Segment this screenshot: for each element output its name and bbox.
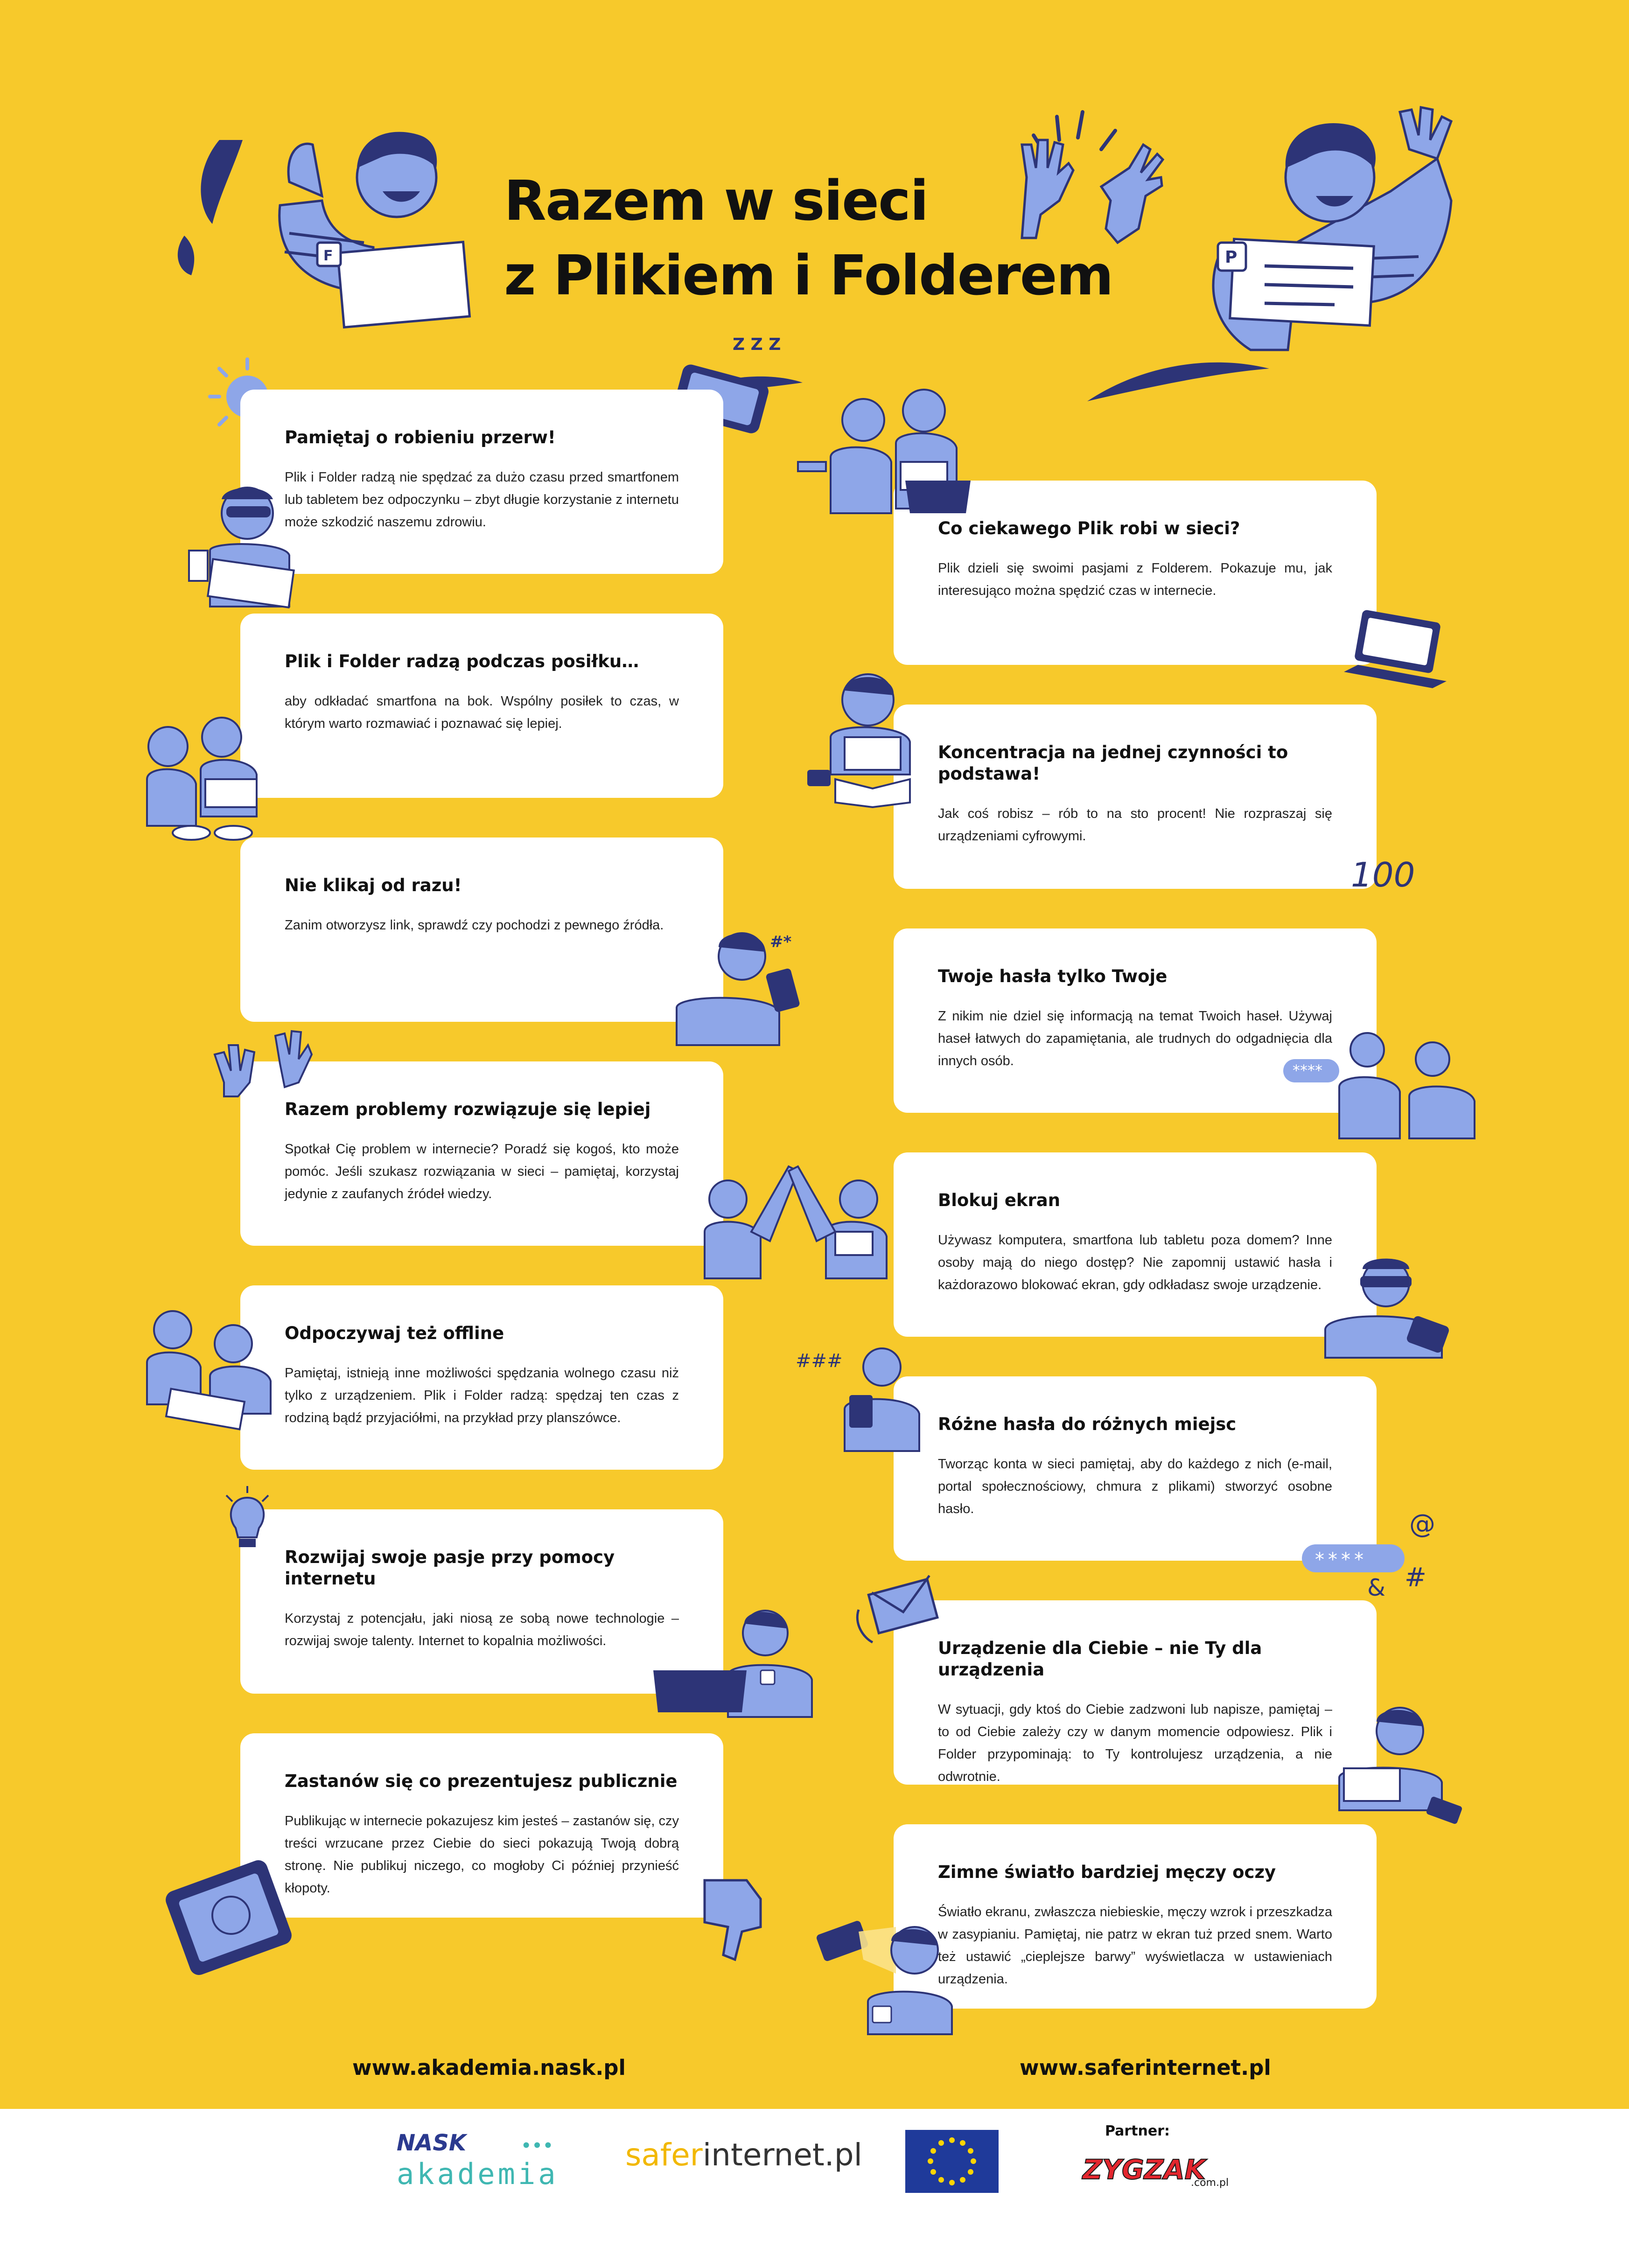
card-text: Używasz komputera, smartfona lub tabletu poza domem? Inne osoby mają do niego dostęp? Nie zapomnij ustawić hasła i każdorazowo blokować ekran, gdy odkładasz swoje urządzenie. — [938, 1233, 1332, 1292]
angry-phone-character-illustration — [663, 914, 831, 1045]
character-badge: P — [1225, 248, 1237, 267]
card-text: Z nikim nie dziel się informacją na temat Twoich haseł. Używaj haseł łatwych do zapamiętania, ale trudnych do odgadnięcia dla innych osób. — [938, 1009, 1332, 1068]
card-heading: Zastanów się co prezentujesz publicznie — [285, 1771, 678, 1791]
envelope-icon — [854, 1572, 947, 1647]
svg-text:@: @ — [1409, 1509, 1435, 1539]
svg-text:****: **** — [1315, 1549, 1367, 1570]
card-meal-time — [240, 614, 723, 798]
high-five-sign-icon — [210, 1026, 313, 1101]
character-bright-screen-illustration — [817, 1913, 966, 2034]
footer — [0, 2109, 1629, 2268]
svg-text:#: # — [1405, 1563, 1426, 1593]
card-text: aby odkładać smartfona na bok. Wspólny posiłek to czas, w którym warto rozmawiać i poznawać się lepiej. — [285, 694, 679, 731]
characters-eating-illustration — [140, 719, 261, 844]
high-five-characters-illustration — [695, 1148, 891, 1278]
card-heading: Plik i Folder radzą podczas posiłku… — [285, 651, 639, 671]
card-solve-together — [240, 1061, 723, 1246]
svg-text:###: ### — [796, 1350, 843, 1372]
hash-phone-character-illustration — [793, 1339, 933, 1451]
card-heading: Urządzenie dla Ciebie – nie Ty dla urządzenia — [938, 1638, 1262, 1680]
character-with-sunglasses-illustration — [182, 481, 299, 607]
thumbs-down-icon — [691, 1871, 784, 1964]
card-heading: Blokuj ekran — [938, 1190, 1061, 1210]
card-heading: Odpoczywaj też offline — [285, 1323, 504, 1343]
card-take-breaks — [240, 390, 723, 574]
title-line-2: z Plikiem i Folderem — [504, 243, 1113, 307]
card-text: Spotkał Cię problem w internecie? Poradź się kogoś, kto może pomóc. Jeśli szukasz rozwiązania w sieci – pamiętaj, korzystaj jedynie z zaufanych źródeł wiedzy. — [285, 1142, 679, 1201]
card-heading: Pamiętaj o robieniu przerw! — [285, 427, 556, 447]
hundred-emoji-icon — [1349, 854, 1419, 896]
partner-label: Partner: — [1105, 2123, 1170, 2139]
svg-text:&: & — [1367, 1574, 1385, 1601]
saferinternet-url-link[interactable]: www.saferinternet.pl — [1020, 2055, 1271, 2080]
card-heading: Co ciekawego Plik robi w sieci? — [938, 518, 1240, 538]
akademia-url-link[interactable]: www.akademia.nask.pl — [352, 2055, 626, 2080]
saferinternet-logo: saferinternet.pl — [625, 2137, 862, 2173]
card-text: Pamiętaj, istnieją inne możliwości spędzania wolnego czasu niż tylko z urządzeniem. Plik i Folder radzą: spędzaj ten czas z rodziną bądź przyjaciółmi, na przykład przy planszówce. — [285, 1366, 679, 1425]
characters-board-game-illustration — [140, 1306, 280, 1428]
card-dont-click — [240, 837, 723, 1022]
card-text: Światło ekranu, zwłaszcza niebieskie, męczy wzrok i przeszkadza w zasypianiu. Pamiętaj, nie patrz w ekran tuż przed snem. Warto też ustawić „cieplejsze barwy” wyświetlacza w ustawieniach urządzenia. — [938, 1905, 1332, 1987]
svg-text:.com.pl: .com.pl — [1191, 2177, 1229, 2189]
card-heading: Razem problemy rozwiązuje się lepiej — [285, 1099, 651, 1119]
card-text: Korzystaj z potencjału, jaki niosą ze sobą nowe technologie – rozwijaj swoje talenty. Internet to kopalnia możliwości. — [285, 1611, 679, 1648]
card-heading: Zimne światło bardziej męczy oczy — [938, 1862, 1276, 1882]
card-text: Plik dzieli się swoimi pasjami z Folderem. Pokazuje mu, jak interesująco można spędzić czas w internecie. — [938, 561, 1332, 598]
character-laptop-illustration — [653, 1600, 817, 1717]
card-text: Jak coś robisz – rób to na sto procent! Nie rozpraszaj się urządzeniami cyfrowymi. — [938, 806, 1332, 844]
card-heading: Rozwijaj swoje pasje przy pomocy internetu — [285, 1547, 615, 1589]
card-heading: Koncentracja na jednej czynności to podstawa! — [938, 742, 1288, 784]
zygzak-logo — [1083, 2146, 1229, 2193]
character-waving-right-illustration — [1195, 107, 1456, 364]
character-waving-left-illustration — [271, 126, 495, 345]
svg-text:100: 100 — [1351, 855, 1415, 894]
masked-thief-illustration — [1316, 1250, 1456, 1358]
password-symbols-illustration — [1302, 1507, 1451, 1610]
card-lock-screen — [894, 1152, 1377, 1337]
light-bulb-icon — [219, 1484, 275, 1554]
characters-laptop-illustration — [793, 387, 980, 518]
card-text: W sytuacji, gdy ktoś do Ciebie zadzwoni lub napisze, pamiętaj – to od Ciebie zależy czy w danym momencie odpowiesz. Plik i Folder przypominają: to Ty kontrolujesz urządzenia, a nie odwrotnie. — [938, 1702, 1332, 1784]
card-heading: Nie klikaj od razu! — [285, 875, 462, 895]
card-text: Publikując w internecie pokazujesz kim jesteś – zastanów się, czy treści wrzucane przez Ciebie do sieci pokazują Twoją dobrą stronę. Nie publikuj niczego, co mogłoby Ci później przynieść kłopoty. — [285, 1814, 679, 1896]
distracted-character-illustration — [789, 663, 938, 807]
card-device-for-you — [894, 1600, 1377, 1785]
svg-text:Z Z Z: Z Z Z — [733, 335, 781, 354]
card-heading: Twoje hasła tylko Twoje — [938, 966, 1168, 986]
phone-ignoring-character-illustration — [1325, 1694, 1465, 1824]
card-develop-passions — [240, 1509, 723, 1694]
card-concentration — [894, 705, 1377, 889]
card-text: Tworząc konta w sieci pamiętaj, aby do każdego z nich (e-mail, portal społecznościowy, chmura z plikami) stworzyć osobne hasło. — [938, 1457, 1332, 1516]
card-text: Plik i Folder radzą nie spędzać za dużo czasu przed smartfonem lub tabletem bez odpoczynku – zbyt długie korzystanie z internetu może szkodzić naszemu zdrowiu. — [285, 470, 679, 530]
high-five-hands-illustration — [1013, 135, 1167, 247]
password-chat-characters-illustration — [1283, 1031, 1479, 1143]
nask-akademia-logo: NASK ••• akademia — [397, 2130, 559, 2191]
tablet-selfie-illustration — [161, 1859, 301, 1976]
svg-text:****: **** — [1293, 1061, 1322, 1079]
title-line-1: Razem w sieci — [504, 168, 928, 233]
svg-text:#*: #* — [770, 933, 792, 951]
card-cold-light — [894, 1824, 1377, 2009]
character-badge: F — [323, 248, 333, 264]
card-heading: Różne hasła do różnych miejsc — [938, 1414, 1237, 1434]
laptop-icon — [1339, 607, 1451, 691]
card-public-image — [240, 1733, 723, 1918]
card-text: Zanim otworzysz link, sprawdź czy pochodzi z pewnego źródła. — [285, 918, 664, 933]
card-rest-offline — [240, 1285, 723, 1470]
eu-flag-icon — [905, 2130, 999, 2193]
svg-text:ZYGZAK: ZYGZAK — [1083, 2154, 1206, 2185]
